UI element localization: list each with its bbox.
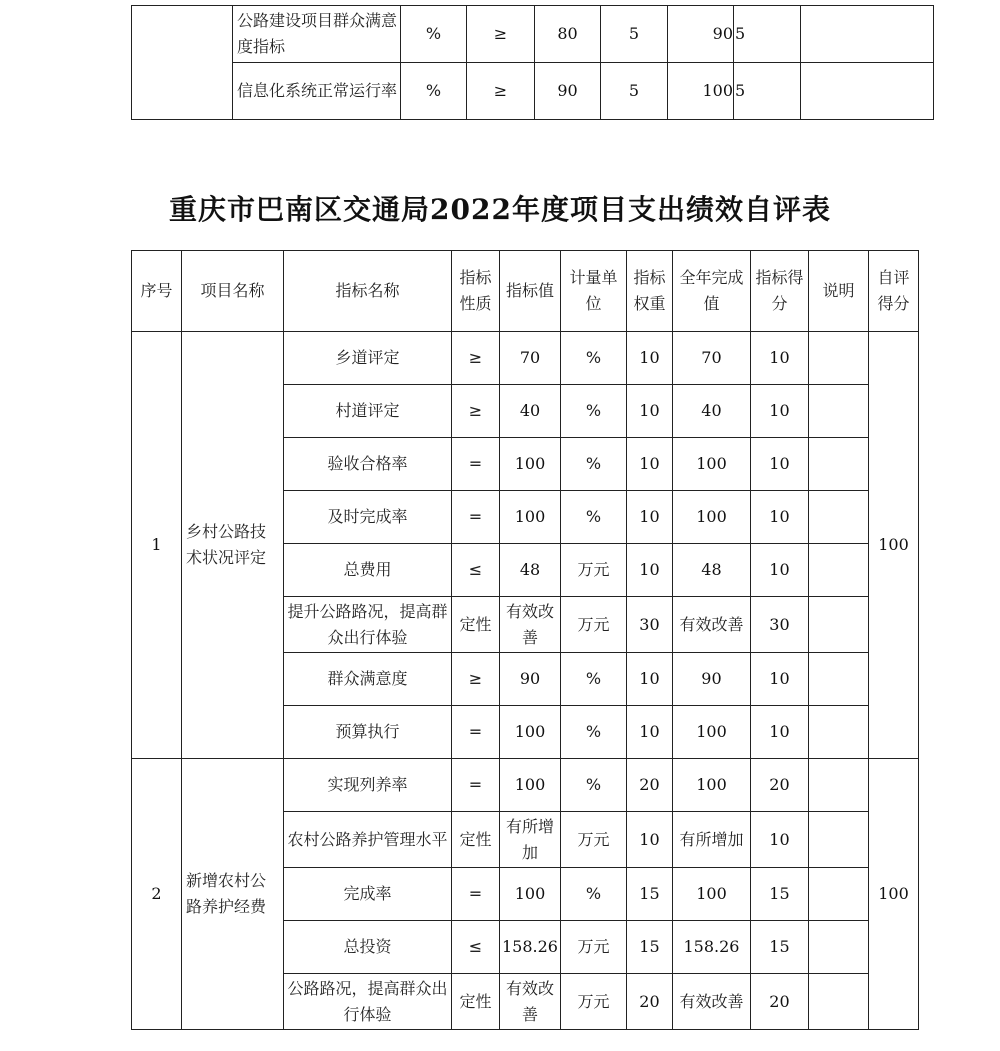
indicator-value: 100 [500, 868, 561, 921]
indicator-value: 100 [500, 759, 561, 812]
indicator-name: 实现列养率 [284, 759, 452, 812]
note-cell [808, 491, 868, 544]
previous-table-continuation [131, 5, 934, 120]
actual-value: 有效改善 [672, 974, 750, 1030]
note-cell [808, 706, 868, 759]
indicator-name: 乡道评定 [284, 332, 452, 385]
indicator-nature: ≥ [452, 332, 500, 385]
note-cell [808, 974, 868, 1030]
indicator-weight: 20 [626, 759, 672, 812]
indicator-name: 农村公路养护管理水平 [284, 812, 452, 868]
indicator-score: 10 [750, 332, 808, 385]
indicator-score: 10 [750, 544, 808, 597]
indicator-unit: 万元 [560, 974, 626, 1030]
indicator-value: 100 [500, 438, 561, 491]
project-name: 新增农村公路养护经费 [182, 759, 284, 1030]
indicator-weight: 10 [626, 332, 672, 385]
table-row [132, 6, 934, 63]
weight: 5 [601, 6, 668, 63]
indicator-weight: 10 [626, 544, 672, 597]
indicator-name: 提升公路路况，提高群众出行体验 [284, 597, 452, 653]
indicator-unit: % [560, 653, 626, 706]
table-row [132, 759, 919, 812]
header-score: 指标得分 [750, 251, 808, 332]
actual-value: 100 [672, 491, 750, 544]
indicator-nature: ≥ [452, 653, 500, 706]
unit: % [401, 6, 467, 63]
header-indicator: 指标名称 [284, 251, 452, 332]
indicator-unit: % [560, 706, 626, 759]
indicator-score: 10 [750, 385, 808, 438]
indicator-nature: ≥ [452, 385, 500, 438]
header-actual: 全年完成值 [672, 251, 750, 332]
self-score: 100 [868, 332, 918, 759]
performance-table [131, 250, 919, 1030]
indicator-name: 群众满意度 [284, 653, 452, 706]
header-nature: 指标性质 [452, 251, 500, 332]
indicator-unit: % [560, 868, 626, 921]
indicator-score: 15 [750, 868, 808, 921]
actual-value: 有所增加 [672, 812, 750, 868]
indicator-score: 15 [750, 921, 808, 974]
indicator-nature: = [452, 868, 500, 921]
indicator-name: 公路建设项目群众满意度指标 [233, 6, 401, 63]
table-row [132, 332, 919, 385]
project-name: 乡村公路技术状况评定 [182, 332, 284, 759]
indicator-value: 70 [500, 332, 561, 385]
indicator-value: 有效改善 [500, 974, 561, 1030]
actual-value: 有效改善 [672, 597, 750, 653]
indicator-value: 有效改善 [500, 597, 561, 653]
indicator-name: 村道评定 [284, 385, 452, 438]
indicator-name: 预算执行 [284, 706, 452, 759]
empty-cell [132, 6, 233, 120]
actual-value: 48 [672, 544, 750, 597]
note-cell [808, 759, 868, 812]
indicator-weight: 10 [626, 812, 672, 868]
indicator-nature: 定性 [452, 597, 500, 653]
operator: ≥ [467, 63, 535, 120]
weight: 5 [601, 63, 668, 120]
indicator-nature: 定性 [452, 812, 500, 868]
indicator-weight: 10 [626, 653, 672, 706]
actual-value: 100 [672, 868, 750, 921]
actual-value: 158.26 [672, 921, 750, 974]
indicator-score: 10 [750, 438, 808, 491]
indicator-score: 10 [750, 812, 808, 868]
indicator-nature: = [452, 491, 500, 544]
indicator-unit: % [560, 491, 626, 544]
indicator-unit: % [560, 438, 626, 491]
indicator-value: 90 [500, 653, 561, 706]
indicator-name: 总费用 [284, 544, 452, 597]
note-cell [808, 438, 868, 491]
indicator-unit: % [560, 332, 626, 385]
indicator-unit: 万元 [560, 597, 626, 653]
actual-value: 90 [668, 6, 734, 63]
operator: ≥ [467, 6, 535, 63]
score: 5 [734, 63, 801, 120]
project-seq: 1 [132, 332, 182, 759]
indicator-value: 48 [500, 544, 561, 597]
note-cell [808, 385, 868, 438]
indicator-score: 10 [750, 653, 808, 706]
project-seq: 2 [132, 759, 182, 1030]
actual-value: 100 [672, 438, 750, 491]
note-cell [808, 653, 868, 706]
indicator-value: 158.26 [500, 921, 561, 974]
note-cell [801, 63, 934, 120]
indicator-value: 有所增加 [500, 812, 561, 868]
page-title: 重庆市巴南区交通局2022年度项目支出绩效自评表 [169, 193, 831, 226]
indicator-nature: = [452, 706, 500, 759]
note-cell [808, 921, 868, 974]
table-row [132, 63, 934, 120]
header-weight: 指标权重 [626, 251, 672, 332]
actual-value: 70 [672, 332, 750, 385]
score: 5 [734, 6, 801, 63]
note-cell [808, 868, 868, 921]
indicator-value: 40 [500, 385, 561, 438]
indicator-name: 公路路况，提高群众出行体验 [284, 974, 452, 1030]
indicator-value: 100 [500, 706, 561, 759]
indicator-name: 信息化系统正常运行率 [233, 63, 401, 120]
indicator-weight: 15 [626, 921, 672, 974]
indicator-weight: 30 [626, 597, 672, 653]
actual-value: 100 [672, 706, 750, 759]
self-score: 100 [868, 759, 918, 1030]
indicator-nature: = [452, 438, 500, 491]
note-cell [808, 597, 868, 653]
table-header-row [132, 251, 919, 332]
indicator-score: 10 [750, 491, 808, 544]
indicator-nature: ≤ [452, 544, 500, 597]
note-cell [808, 332, 868, 385]
actual-value: 100 [672, 759, 750, 812]
indicator-unit: 万元 [560, 921, 626, 974]
indicator-nature: 定性 [452, 974, 500, 1030]
indicator-name: 验收合格率 [284, 438, 452, 491]
header-seq: 序号 [132, 251, 182, 332]
header-self-score: 自评得分 [868, 251, 918, 332]
indicator-weight: 20 [626, 974, 672, 1030]
actual-value: 40 [672, 385, 750, 438]
header-note: 说明 [808, 251, 868, 332]
indicator-name: 及时完成率 [284, 491, 452, 544]
indicator-score: 10 [750, 706, 808, 759]
indicator-weight: 10 [626, 491, 672, 544]
indicator-score: 20 [750, 759, 808, 812]
header-value: 指标值 [500, 251, 561, 332]
indicator-weight: 10 [626, 385, 672, 438]
indicator-unit: 万元 [560, 812, 626, 868]
indicator-weight: 10 [626, 706, 672, 759]
indicator-score: 20 [750, 974, 808, 1030]
header-project: 项目名称 [182, 251, 284, 332]
indicator-value: 100 [500, 491, 561, 544]
indicator-nature: = [452, 759, 500, 812]
target-value: 80 [535, 6, 601, 63]
indicator-nature: ≤ [452, 921, 500, 974]
actual-value: 90 [672, 653, 750, 706]
target-value: 90 [535, 63, 601, 120]
note-cell [808, 812, 868, 868]
indicator-name: 完成率 [284, 868, 452, 921]
unit: % [401, 63, 467, 120]
note-cell [808, 544, 868, 597]
note-cell [801, 6, 934, 63]
indicator-weight: 10 [626, 438, 672, 491]
indicator-score: 30 [750, 597, 808, 653]
indicator-unit: 万元 [560, 544, 626, 597]
indicator-unit: % [560, 385, 626, 438]
indicator-weight: 15 [626, 868, 672, 921]
header-unit: 计量单位 [560, 251, 626, 332]
actual-value: 100 [668, 63, 734, 120]
indicator-unit: % [560, 759, 626, 812]
indicator-name: 总投资 [284, 921, 452, 974]
